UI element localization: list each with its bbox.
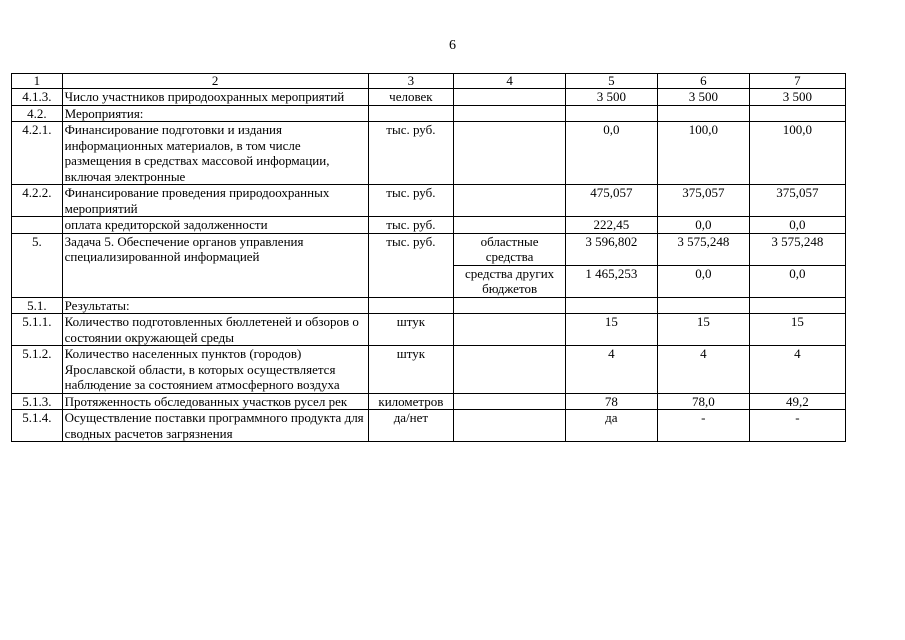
column-header: 1 — [12, 74, 63, 89]
row-value-7: 4 — [749, 346, 845, 394]
table-row — [12, 89, 846, 106]
row-name: Осуществление поставки программного продукта для сводных расчетов загрязнения — [62, 410, 368, 442]
row-number: 5.1.2. — [12, 346, 63, 394]
row-value-5: 4 — [565, 346, 657, 394]
row-unit: километров — [368, 393, 454, 410]
row-value-6: 15 — [657, 314, 749, 346]
row-value-7: 15 — [749, 314, 845, 346]
table-header-row — [12, 74, 846, 89]
row-value-5: да — [565, 410, 657, 442]
row-unit: тыс. руб. — [368, 233, 454, 297]
row-source — [454, 410, 566, 442]
row-source — [454, 314, 566, 346]
row-value-5 — [565, 297, 657, 314]
row-number: 5.1.4. — [12, 410, 63, 442]
row-source: средства других бюджетов — [454, 265, 566, 297]
row-value-5: 3 500 — [565, 89, 657, 106]
column-header: 7 — [749, 74, 845, 89]
row-value-6: 3 575,248 — [657, 233, 749, 265]
row-source — [454, 217, 566, 234]
row-value-5: 78 — [565, 393, 657, 410]
row-unit: тыс. руб. — [368, 122, 454, 185]
row-unit — [368, 297, 454, 314]
row-name: Результаты: — [62, 297, 368, 314]
table-row — [12, 410, 846, 442]
row-value-5: 3 596,802 — [565, 233, 657, 265]
row-value-5: 222,45 — [565, 217, 657, 234]
row-value-6 — [657, 297, 749, 314]
table-row — [12, 297, 846, 314]
row-value-7: 0,0 — [749, 265, 845, 297]
row-name: Задача 5. Обеспечение органов управления специализированной информацией — [62, 233, 368, 297]
table-row — [12, 393, 846, 410]
row-value-6: 0,0 — [657, 217, 749, 234]
row-unit: тыс. руб. — [368, 217, 454, 234]
table-row — [12, 122, 846, 185]
row-number: 4.2.2. — [12, 185, 63, 217]
row-number: 4.2.1. — [12, 122, 63, 185]
table-row — [12, 233, 846, 265]
row-source — [454, 105, 566, 122]
indicators-table — [11, 73, 846, 442]
row-value-7: - — [749, 410, 845, 442]
row-name: Число участников природоохранных мероприятий — [62, 89, 368, 106]
row-value-6 — [657, 105, 749, 122]
row-value-6: 78,0 — [657, 393, 749, 410]
table-row — [12, 346, 846, 394]
table-row — [12, 314, 846, 346]
row-number: 5.1.3. — [12, 393, 63, 410]
row-source — [454, 122, 566, 185]
row-unit: тыс. руб. — [368, 185, 454, 217]
column-header: 2 — [62, 74, 368, 89]
row-number: 4.2. — [12, 105, 63, 122]
row-value-5 — [565, 105, 657, 122]
row-value-7 — [749, 105, 845, 122]
row-value-7: 0,0 — [749, 217, 845, 234]
row-value-6: 375,057 — [657, 185, 749, 217]
column-header: 5 — [565, 74, 657, 89]
row-value-6: - — [657, 410, 749, 442]
row-value-7: 3 500 — [749, 89, 845, 106]
row-unit: штук — [368, 314, 454, 346]
row-value-7 — [749, 297, 845, 314]
row-value-5: 15 — [565, 314, 657, 346]
table-row — [12, 105, 846, 122]
row-value-7: 375,057 — [749, 185, 845, 217]
column-header: 4 — [454, 74, 566, 89]
row-source — [454, 346, 566, 394]
table-row — [12, 185, 846, 217]
row-value-7: 49,2 — [749, 393, 845, 410]
column-header: 3 — [368, 74, 454, 89]
row-number: 4.1.3. — [12, 89, 63, 106]
row-value-6: 3 500 — [657, 89, 749, 106]
row-unit: штук — [368, 346, 454, 394]
row-name: Количество населенных пунктов (городов) Ярославской области, в которых осуществляется наблюдение за состоянием атмосферного воздуха — [62, 346, 368, 394]
row-source — [454, 393, 566, 410]
row-number: 5.1.1. — [12, 314, 63, 346]
page-number: 6 — [449, 38, 456, 53]
row-name: Количество подготовленных бюллетеней и обзоров о состоянии окружающей среды — [62, 314, 368, 346]
row-value-5: 1 465,253 — [565, 265, 657, 297]
row-source: областные средства — [454, 233, 566, 265]
row-value-6: 100,0 — [657, 122, 749, 185]
row-value-7: 3 575,248 — [749, 233, 845, 265]
row-name: Мероприятия: — [62, 105, 368, 122]
row-source — [454, 297, 566, 314]
row-number: 5. — [12, 233, 63, 297]
row-name: оплата кредиторской задолженности — [62, 217, 368, 234]
row-source — [454, 89, 566, 106]
row-value-6: 4 — [657, 346, 749, 394]
row-name: Финансирование проведения природоохранных мероприятий — [62, 185, 368, 217]
row-value-7: 100,0 — [749, 122, 845, 185]
row-value-5: 0,0 — [565, 122, 657, 185]
row-unit: человек — [368, 89, 454, 106]
row-number — [12, 217, 63, 234]
row-name: Финансирование подготовки и издания информационных материалов, в том числе размещения в средствах массовой информации, включая электронные — [62, 122, 368, 185]
row-number: 5.1. — [12, 297, 63, 314]
row-name: Протяженность обследованных участков русел рек — [62, 393, 368, 410]
row-unit — [368, 105, 454, 122]
row-source — [454, 185, 566, 217]
column-header: 6 — [657, 74, 749, 89]
row-value-5: 475,057 — [565, 185, 657, 217]
table-row — [12, 217, 846, 234]
row-value-6: 0,0 — [657, 265, 749, 297]
row-unit: да/нет — [368, 410, 454, 442]
